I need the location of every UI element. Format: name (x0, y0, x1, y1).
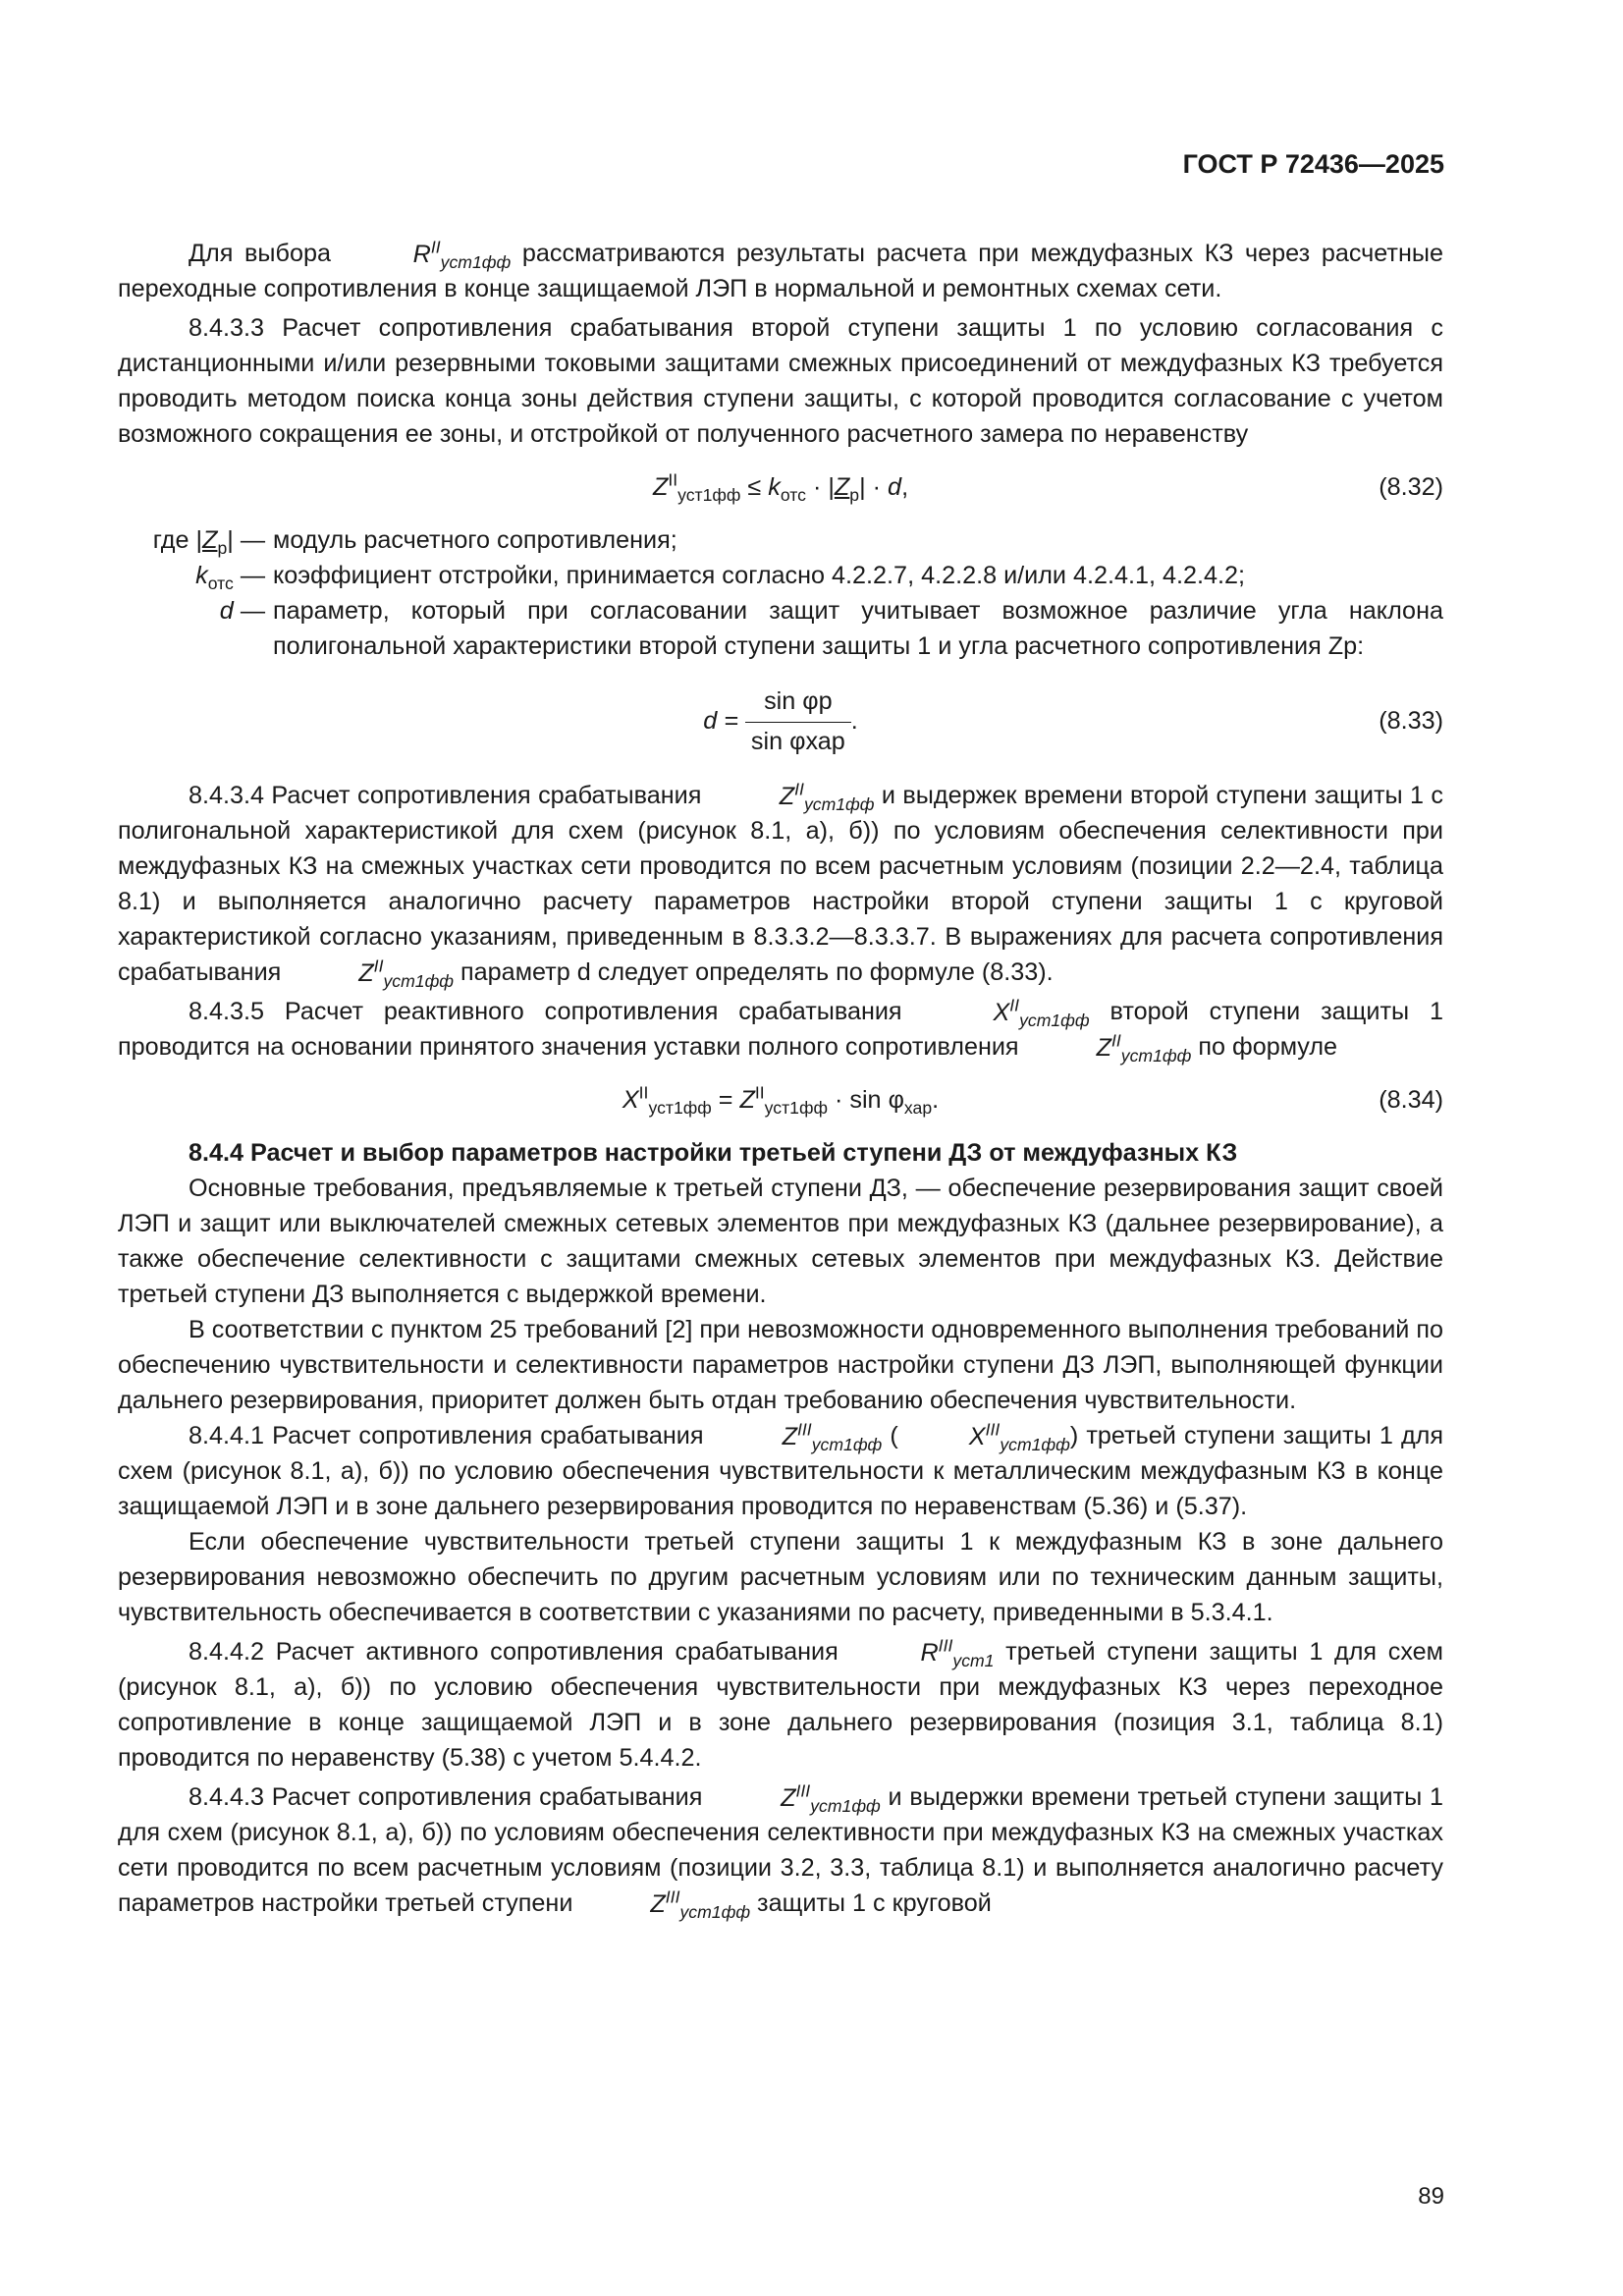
paragraph: 8.4.3.5 Расчет реактивного сопротивления срабатывания $X^{II}_{уст1фф}$ второй ступени защиты 1 проводится на основании принятого значения уставки полного сопротивления $Z^{II}_{уст1фф}$ по формуле (118, 995, 1444, 1066)
paragraph: Основные требования, предъявляемые к третьей ступени ДЗ, — обеспечение резервирования защит своей ЛЭП и защит или выключателей смежных сетевых элементов при междуфазных КЗ (дальнее резервирование), а также обеспечение селективности с защитами смежных сетевых элементов при междуфазных КЗ. Действие третьей ступени ДЗ выполняется с выдержкой времени. (118, 1175, 1443, 1308)
formula-8-33 (118, 674, 1443, 768)
paragraph: 8.4.3.4 Расчет сопротивления срабатывания $Z^{II}_{уст1фф}$ и выдержек времени второй ступени защиты 1 с полигональной характеристикой для схем (рисунок 8.1, а), б)) по условиям обеспечения селективности при междуфазных КЗ на смежных участках сети проводится по всем расчетным условиям (позиции 2.2—2.4, таблица 8.1) и выполняется аналогично расчету параметров настройки второй ступени защиты 1 с круговой характеристикой согласно указаниям, приведенным в 8.3.3.2—8.3.3.7. В выражениях для расчета сопротивления срабатывания $Z^{II}_{уст1фф}$ параметр d следует определять по формуле (8.33). (118, 779, 1444, 991)
formula-expression: $X^{II}_{уст1фф} = Z^{II}_{уст1фф} \cdot \sin \varphi_{хар}$. (622, 1082, 940, 1119)
section-heading: 8.4.4 Расчет и выбор параметров настройки третьей ступени ДЗ от междуфазных КЗ (189, 1139, 1238, 1167)
paragraph: Для выбора $R^{II}_{уст1фф}$ рассматриваются результаты расчета при междуфазных КЗ через расчетные переходные сопротивления в конце защищаемой ЛЭП в нормальной и ремонтных схемах сети. (118, 237, 1443, 302)
where-symbol: d — (219, 597, 265, 625)
where-list (118, 522, 1443, 664)
paragraph: 8.4.4.1 Расчет сопротивления срабатывания $Z^{III}_{уст1фф}$ ( $X^{III}_{уст1фф}$) третьей ступени защиты 1 для схем (рисунок 8.1, а), б)) по условию обеспечения чувствительности к металлическим междуфазным КЗ в конце защищаемой ЛЭП и в зоне дальнего резервирования проводится по неравенствам (5.36) и (5.37). (118, 1419, 1443, 1520)
formula-8-34 (118, 1074, 1443, 1125)
where-description: модуль расчетного сопротивления; (273, 526, 677, 554)
paragraph: Если обеспечение чувствительности третьей ступени защиты 1 к междуфазным КЗ в зоне дальнего резервирования невозможно обеспечить по другим расчетным условиям или по техническим данным защиты, чувствительность обеспечивается в соответствии с указаниями по расчету, приведенными в 5.3.4.1. (118, 1528, 1443, 1626)
formula-expression: d = $\frac{\text{sin φр}}{\text{sin φхар}}$ . (703, 687, 858, 755)
paragraph: 8.4.4.2 Расчет активного сопротивления срабатывания $R^{III}_{уст1}$ третьей ступени защиты 1 для схем (рисунок 8.1, а), б)) по условию обеспечения чувствительности при междуфазных КЗ через переходное сопротивление в конце защищаемой ЛЭП и в зоне дальнего резервирования (позиция 3.1, таблица 8.1) проводится по неравенству (5.38) с учетом 5.4.4.2. (118, 1635, 1443, 1772)
standard-header: ГОСТ Р 72436—2025 (1182, 149, 1444, 179)
formula-number: (8.32) (1379, 473, 1443, 501)
where-description: параметр, который при согласовании защит учитывает возможное различие угла наклона полигональной характеристики второй ступени защиты 1 и угла расчетного сопротивления Zр: (273, 597, 1443, 660)
formula-expression: $Z^{II}_{уст1фф} \le k_{отс} \cdot |Z_р| \cdot d$, (652, 469, 909, 506)
paragraph: 8.4.4.3 Расчет сопротивления срабатывания $Z^{III}_{уст1фф}$ и выдержки времени третьей ступени защиты 1 для схем (рисунок 8.1, а), б)) по условиям обеспечения селективности при междуфазных КЗ на смежных участках сети проводится по всем расчетным условиям (позиции 3.2, 3.3, таблица 8.1) и выполняется аналогично расчету параметров настройки третьей ступени $Z^{III}_{уст1фф}$ защиты 1 с круговой (118, 1780, 1443, 1922)
where-description: коэффициент отстройки, принимается согласно 4.2.2.7, 4.2.2.8 и/или 4.2.4.1, 4.2.4.2; (273, 562, 1246, 589)
paragraph: 8.4.3.3 Расчет сопротивления срабатывания второй ступени защиты 1 по условию согласования с дистанционными и/или резервными токовыми защитами смежных присоединений от междуфазных КЗ требуется проводить методом поиска конца зоны действия ступени защиты, с которой проводится согласование с учетом возможного сокращения ее зоны, и отстройкой от полученного расчетного замера по неравенству (118, 314, 1443, 448)
where-symbol: где $|Z_р|$ — (152, 526, 265, 559)
formula-8-32 (118, 462, 1443, 513)
formula-number: (8.34) (1379, 1086, 1443, 1114)
paragraph: В соответствии с пунктом 25 требований [2] при невозможности одновременного выполнения требований по обеспечению чувствительности и селективности параметров настройки ступени ДЗ ЛЭП, выполняющей функции дальнего резервирования, приоритет должен быть отдан требованию обеспечения чувствительности. (118, 1316, 1443, 1414)
formula-number: (8.33) (1379, 707, 1443, 735)
page-number: 89 (1418, 2183, 1444, 2210)
where-symbol: $k_{отс}$ — (195, 562, 265, 594)
math-symbol: $R^{II}_{уст1фф}$ (412, 237, 512, 272)
page-content (118, 236, 1443, 1921)
